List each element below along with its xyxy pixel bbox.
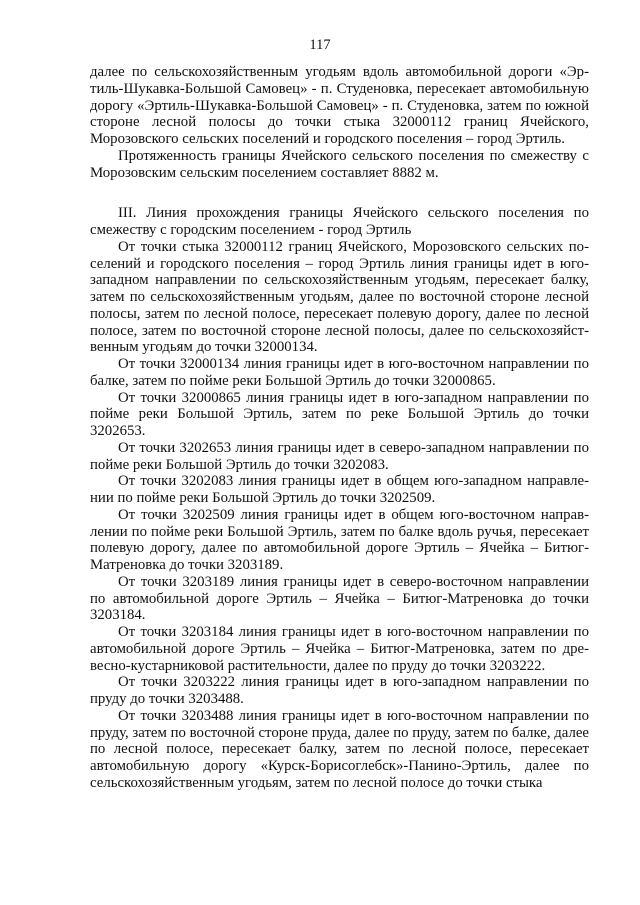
paragraph: От точки 32000865 линия границы идет в юго-западном направлении по пойме реки Большой Эртиль, затем по реке Большой Эртиль до точки 3202653. — [90, 389, 589, 439]
page-number: 117 — [309, 37, 331, 53]
paragraph: От точки 3203488 линия границы идет в юго-восточном направлении по пруду, затем по восточной стороне пруда, далее по пруду, затем по балке, далее по лесной полосе, пересекает балку, затем по лесной полосе, пересекает автомобильную дорогу «Курск-Борисоглебск»-Панино-Эртиль, далее по сельскохозяйственным угодьям, затем по лесной полосе до точки стыка — [90, 707, 589, 791]
paragraph: От точки 3203222 линия границы идет в юго-западном направлении по пруду до точки 3203488. — [90, 674, 589, 707]
paragraph-boundary-length: Протяженность границы Ячейского сельского поселения по смежеству с Морозовским сельским поселением составляет 8882 м. — [90, 147, 589, 181]
paragraph: От точки 3202509 линия границы идет в общем юго-восточном направлении по пойме реки Большой Эртиль, затем по балке вдоль ручья, пересекает полевую дорогу, далее по автомобильной дороге Эртиль – Ячейка – Битюг-Матреновка до точки 3203189. — [90, 506, 589, 573]
paragraph: От точки 3202083 линия границы идет в общем юго-западном направлении по пойме реки Большой Эртиль до точки 3202509. — [90, 473, 589, 506]
document-body — [90, 64, 589, 792]
paragraph-continuation: далее по сельскохозяйственным угодьям вдоль автомобильной дороги «Эртиль-Шукавка-Большой Самовец» - п. Студеновка, пересекает автомобильную дорогу «Эртиль-Шукавка-Большой Самовец» - п. Студеновка, затем по южной стороне лесной полосы до точки стыка 32000112 границ Ячейского, Морозовского сельских поселений и городского поселения – город Эртиль. — [90, 64, 589, 147]
section-heading: III. Линия прохождения границы Ячейского сельского поселения по смежеству с городским поселением - город Эртиль — [90, 205, 589, 238]
paragraph: От точки 32000134 линия границы идет в юго-восточном направлении по балке, затем по пойме реки Большой Эртиль до точки 32000865. — [90, 356, 589, 389]
paragraph: От точки 3203189 линия границы идет в северо-восточном направлении по автомобильной дороге Эртиль – Ячейка – Битюг-Матреновка до точки 3203184. — [90, 573, 589, 624]
paragraph: От точки стыка 32000112 границ Ячейского, Морозовского сельских поселений и городского поселения – город Эртиль линия границы идет в юго-западном направлении по сельскохозяйственным угодьям, пересекает балку, затем по сельскохозяйственным угодьям, далее по восточной стороне лесной полосы, затем по лесной полосе, пересекает полевую дорогу, далее по лесной полосе, затем по восточной стороне лесной полосы, далее по сельскохозяйственным угодьям до точки 32000134. — [90, 238, 589, 356]
paragraph: От точки 3203184 линия границы идет в юго-восточном направлении по автомобильной дороге Эртиль – Ячейка – Битюг-Матреновка, затем по древесно-кустарниковой растительности, далее по пруду до точки 3203222. — [90, 624, 589, 674]
paragraph: От точки 3202653 линия границы идет в северо-западном направлении по пойме реки Большой Эртиль до точки 3202083. — [90, 439, 589, 473]
